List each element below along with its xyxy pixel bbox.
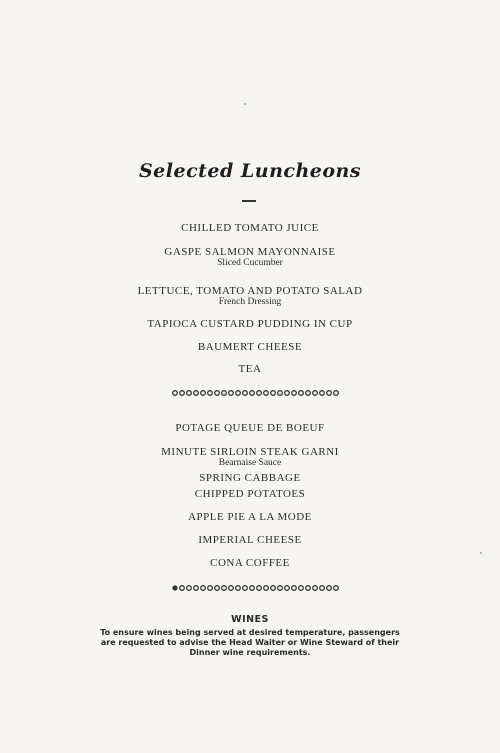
menu-item bbox=[0, 246, 500, 269]
menu-item-name: LETTUCE, TOMATO AND POTATO SALAD bbox=[137, 285, 363, 297]
menu-item-name: POTAGE QUEUE DE BOEUF bbox=[175, 422, 325, 434]
wines-note: To ensure wines being served at desired temperature, passengers are requested to advise the Head Waiter or Wine Steward of their Dinner wine requirements. bbox=[100, 628, 400, 657]
menu-item bbox=[0, 222, 500, 234]
menu-item-name: CONA COFFEE bbox=[210, 557, 290, 569]
menu-item-note: Sliced Cucumber bbox=[217, 258, 283, 268]
title-dash bbox=[242, 200, 256, 202]
menu-item-name: IMPERIAL CHEESE bbox=[198, 534, 302, 546]
menu-item-name: TEA bbox=[238, 363, 262, 375]
menu-item bbox=[0, 285, 500, 308]
menu-item-note: Bearnaise Sauce bbox=[218, 458, 282, 468]
menu-item bbox=[0, 318, 500, 330]
menu-item bbox=[0, 488, 500, 500]
menu-item bbox=[0, 511, 500, 523]
menu-item-note: French Dressing bbox=[218, 297, 282, 307]
menu-item bbox=[0, 363, 500, 375]
wines-heading: WINES bbox=[231, 614, 269, 625]
menu-item bbox=[0, 534, 500, 546]
menu-item-name: CHIPPED POTATOES bbox=[194, 488, 306, 500]
menu-item-name: TAPIOCA CUSTARD PUDDING IN CUP bbox=[147, 318, 353, 330]
menu-item-name: CHILLED TOMATO JUICE bbox=[181, 222, 319, 234]
menu-item bbox=[0, 557, 500, 569]
menu-item bbox=[0, 472, 500, 484]
menu-item-name: MINUTE SIRLOIN STEAK GARNI bbox=[161, 446, 339, 458]
ornamental-divider bbox=[172, 583, 340, 593]
menu-item-name: APPLE PIE A LA MODE bbox=[188, 511, 312, 523]
menu-item bbox=[0, 422, 500, 434]
ornamental-divider bbox=[172, 388, 340, 398]
paper-speck bbox=[480, 552, 482, 554]
menu-item-name: SPRING CABBAGE bbox=[199, 472, 301, 484]
menu-item-name: GASPE SALMON MAYONNAISE bbox=[164, 246, 336, 258]
menu-item-name: BAUMERT CHEESE bbox=[197, 341, 303, 353]
menu-item bbox=[0, 446, 500, 469]
paper-speck bbox=[244, 103, 246, 105]
menu-title: Selected Luncheons bbox=[138, 160, 362, 182]
menu-item bbox=[0, 341, 500, 353]
